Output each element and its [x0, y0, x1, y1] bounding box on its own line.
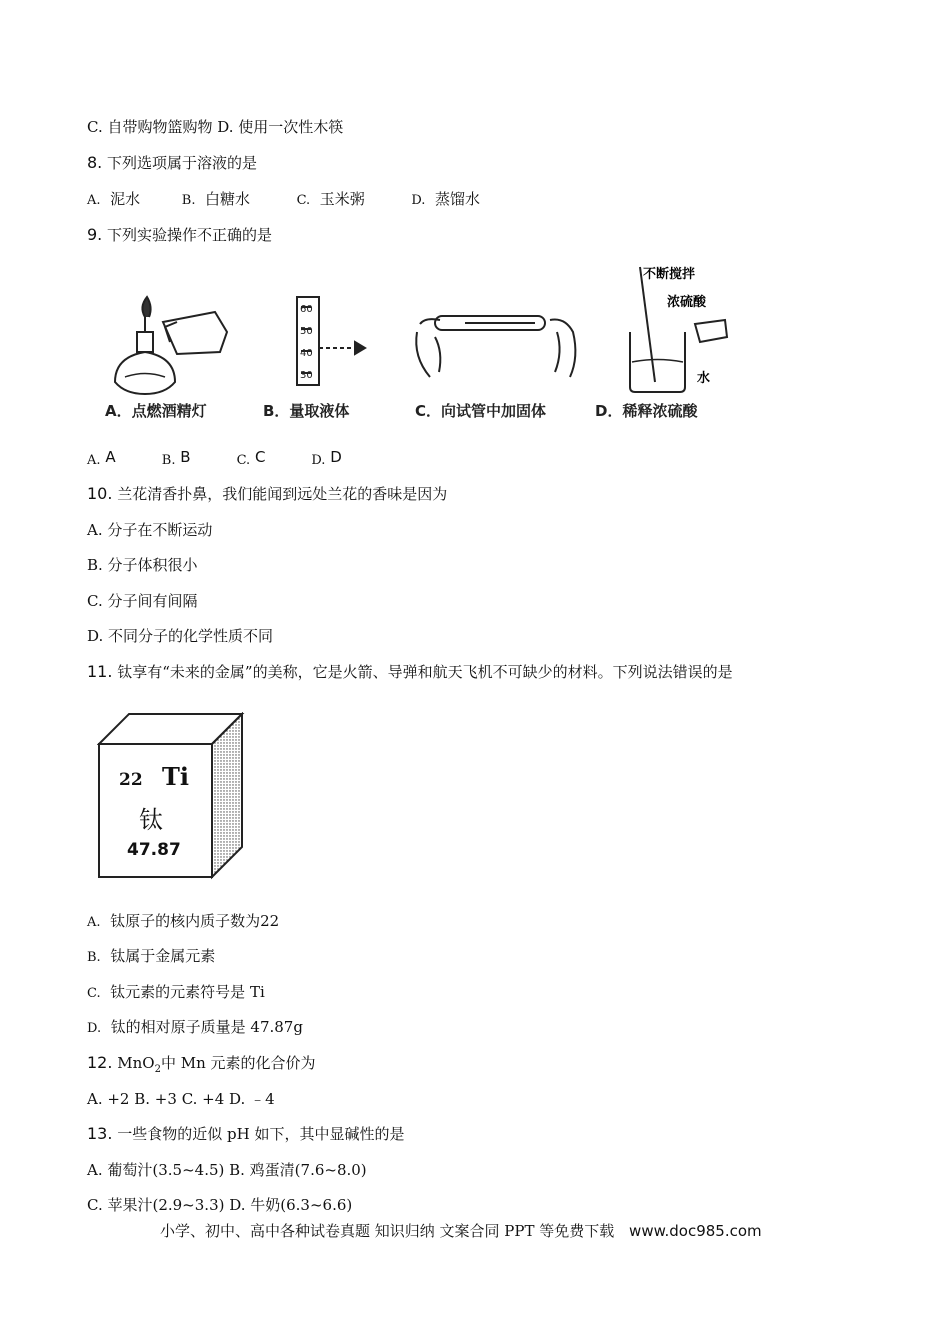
alcohol-lamp-figure — [115, 297, 227, 394]
q11-option-c: C. 钛元素的元素符号是 Ti — [87, 983, 265, 1001]
q12-options: A. +2 B. +3 C. +4 D. ﹣4 — [87, 1090, 275, 1108]
element-atomic-number: 22 — [119, 770, 143, 790]
q10-option-c: C. 分子间有间隔 — [87, 592, 198, 610]
element-mass: 47.87 — [127, 840, 181, 860]
q8-number: 8. — [87, 153, 103, 172]
q13-text: 一些食物的近似 pH 如下，其中显碱性的是 — [117, 1125, 405, 1143]
q9-option-c: C. C — [236, 448, 266, 468]
q8-options — [87, 189, 480, 211]
q9-option-b: B. B — [161, 448, 191, 468]
dilution-figure — [630, 267, 727, 392]
q13-number: 13. — [87, 1124, 113, 1143]
cyl-tick-40: 40 — [300, 348, 313, 359]
q7-options: C. 自带购物篮购物 D. 使用一次性木筷 — [87, 118, 344, 136]
q13-options-line1: A. 葡萄汁(3.5~4.5) B. 鸡蛋清(7.6~8.0) — [87, 1161, 367, 1179]
q11-option-a: A. 钛原子的核内质子数为22 — [87, 912, 280, 930]
footer-url[interactable]: www.doc985.com — [629, 1222, 762, 1240]
footer-text: 小学、初中、高中各种试卷真题 知识归纳 文案合同 PPT 等免费下载 — [160, 1222, 615, 1240]
cyl-tick-50: 50 — [300, 326, 313, 337]
q8-option-a: A. 泥水 — [87, 190, 141, 208]
q8-option-b: B. 白糖水 — [181, 190, 251, 208]
q10-option-d: D. 不同分子的化学性质不同 — [87, 627, 274, 645]
q9-options — [87, 449, 342, 471]
q11-text: 钛享有“未来的金属”的美称，它是火箭、导弹和航天飞机不可缺少的材料。下列说法错误的是 — [117, 663, 733, 681]
element-cube — [97, 712, 247, 882]
q9-figure — [95, 262, 775, 432]
figure-caption-d: D．稀释浓硫酸 — [595, 402, 698, 420]
cyl-tick-30: 30 — [300, 370, 313, 381]
q13-stem — [87, 1124, 404, 1144]
q11-option-b: B. 钛属于金属元素 — [87, 947, 216, 965]
q11-number: 11. — [87, 662, 113, 681]
annotation-stir: 不断搅拌 — [643, 267, 696, 282]
annotation-acid: 浓硫酸 — [667, 295, 707, 310]
q11-stem — [87, 662, 733, 682]
q10-number: 10. — [87, 484, 113, 503]
q8-text: 下列选项属于溶液的是 — [107, 154, 258, 172]
figure-caption-a: A．点燃酒精灯 — [105, 402, 207, 420]
annotation-water: 水 — [697, 371, 711, 386]
q10-option-a: A. 分子在不断运动 — [87, 521, 213, 539]
q8-option-c: C. 玉米粥 — [296, 190, 365, 208]
q9-text: 下列实验操作不正确的是 — [107, 226, 273, 244]
q9-number: 9. — [87, 225, 103, 244]
q9-option-d: D. D — [311, 448, 342, 468]
q8-option-d: D. 蒸馏水 — [411, 190, 480, 208]
q12-text: 中 Mn 元素的化合价为 — [160, 1054, 316, 1072]
test-tube-hands-figure — [416, 316, 575, 377]
q12-stem — [87, 1053, 316, 1080]
q9-option-a: A. A — [87, 448, 116, 468]
element-name: 钛 — [139, 806, 163, 834]
q12-formula: MnO$_2$ — [117, 1054, 161, 1075]
q11-option-d: D. 钛的相对原子质量是 47.87g — [87, 1018, 303, 1036]
q12-number: 12. — [87, 1053, 113, 1072]
cyl-tick-60: 60 — [300, 304, 313, 315]
figure-caption-c: C．向试管中加固体 — [415, 402, 547, 420]
q10-option-b: B. 分子体积很小 — [87, 556, 198, 574]
element-symbol: Ti — [162, 762, 189, 791]
figure-caption-b: B．量取液体 — [263, 402, 350, 420]
q8-stem — [87, 153, 257, 173]
q9-stem — [87, 225, 272, 245]
q10-text: 兰花清香扑鼻，我们能闻到远处兰花的香味是因为 — [117, 485, 448, 503]
page-footer — [160, 1220, 762, 1241]
q10-stem — [87, 484, 447, 504]
q13-options-line2: C. 苹果汁(2.9~3.3) D. 牛奶(6.3~6.6) — [87, 1196, 353, 1214]
